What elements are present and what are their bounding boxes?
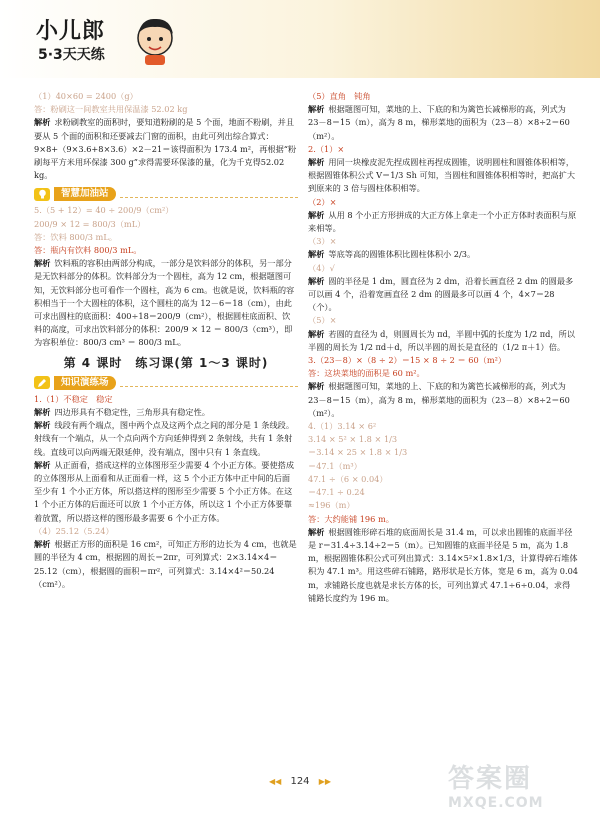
faint-line: （1）40×60 = 2400（g） xyxy=(34,91,138,101)
r-q4-line: ＝3.14 × 25 × 1.8 × 1/3 xyxy=(308,447,408,458)
q4-faint: （4）25.12（5.24） xyxy=(34,525,114,536)
pencil-icon xyxy=(34,376,50,389)
next-arrows-icon: ▶▶ xyxy=(318,777,332,786)
explanation-block: 解析 求粉刷教室的面积时，要知道粉刷的是 5 个面，地面不粉刷，并且要从 5 个面的面积和还要减去门窗的面积，由此可列出综合算式：9×8+（9×3.6+8×3.6）×2－21＝该得面积为 173.4 m²，再根据“粉刷每平方米用环保漆 300 g”求得需要环保漆的量，化为千克得52.02 kg。 xyxy=(34,117,297,181)
r-q4-line: ≈196（m） xyxy=(308,500,355,511)
r-angle-explanation: 解析 根据题图可知，菜地的上、下底的和为篱笆长减梯形的高，列式为 23－8＝15（m），高为 8 m，梯形菜地的面积为（23－8）×8÷2＝60（m²）。 xyxy=(308,104,570,141)
explanation-text: 根据正方形的面积是 16 cm²，可知正方形的边长为 4 cm，也就是圆的半径为 4 cm，根据圆的周长＝2πr，可列算式：2×3.14×4＝25.12（cm），根据圆的面积＝πr²，可列算式：3.14×4²＝50.24（cm²）。 xyxy=(34,539,297,589)
explanation-text: 饮料瓶的容积由两部分构成，一部分是饮料部分的体积，另一部分是无饮料部分的体积。饮料部分为一个圆柱，高为 12 cm，根据题图可知，无饮料部分也可看作一个圆柱，高为 6 cm。也就是说，饮料瓶的容积相当于一个大圆柱的体积，这个圆柱的高为 12－6＝18（cm），由此可求出圆柱的底面积：400÷18＝200/9（cm²），根据圆柱底面积、饮料的高度，可求出饮料部分的体积：200/9 × 12 ＝ 800/3（cm³），即为容积单位：800/3 cm³ ＝ 800/3 mL。 xyxy=(34,258,295,348)
q3-explanation: 解析 从正面看，搭成这样的立体图形至少需要 4 个小正方体。要使搭成的立体图形从上面看和从正面看一样，这 5 个小正方体中正中间的后面至少有 1 个小正方体，所以搭这样的图形至少需要 5 个小正方体。在这 1 个小正方体的后面还可以放 1 个小正方体，所以这 1 个小正方体要靠着放置，所以搭这样的图形最多需要 6 个小正方体。 xyxy=(34,459,295,523)
r-q4-explanation: 解析 根据圆锥形碎石堆的底面周长是 31.4 m，可以求出圆锥的底面半径是 r＝31.4÷3.14÷2＝5（m）。已知圆锥的底面半径是 5 m，高为 1.8 m，根据圆锥体积公式可列出算式：3.14×5²×1.8×1/3，计算得碎石堆体积为 47.1 m³。用这些碎石铺路，路形状是长方体，宽是 6 m，高为 0.04 m，求铺路长度也就是求长方体的长，可列出算式 47.1÷6÷0.04，求得铺路长度约为 196 m。 xyxy=(308,526,578,603)
explanation-text: 求粉刷教室的面积时，要知道粉刷的是 5 个面，地面不粉刷，并且要从 5 个面的面积和还要减去门窗的面积，由此可列出综合算式：9×8+（9×3.6+8×3.6）×2－21＝该得面积为 173.4 m²，再根据“粉刷每平方米用环保漆 300 g”求得需要环保漆的量，化为千克得52.02 kg。 xyxy=(34,117,297,181)
r-q2-explanation-2: 解析 从用 8 个小正方形拼成的大正方体上拿走一个小正方体时表面积与原来相等。 xyxy=(308,209,577,234)
q5-faint-answer: 答：饮料 800/3 mL。 xyxy=(34,231,117,242)
r-q3-explanation: 解析 根据题图可知，菜地的上、下底的和为篱笆长减梯形的高，列式为 23－8＝15（m），高为 8 m，梯形菜地的面积为（23－8）×8÷2＝60（m²）。 xyxy=(308,381,570,418)
r-q4-head: 4.（1）3.14 × 6² xyxy=(308,421,377,432)
section-header-wisdom xyxy=(34,187,298,201)
r-q2-explanation-4: 解析 圆的半径是 1 dm，圆直径为 2 dm，沿着长画直径 2 dm 的圆最多可以画 4 个，沿着宽画直径 2 dm 的圆最多可以画 4 个，4×7＝28（个）。 xyxy=(308,275,574,313)
brand-name: 小儿郎 xyxy=(36,19,106,44)
r-q2-head: 2.（1）× xyxy=(308,143,345,154)
r-q4-line: 3.14 × 5² × 1.8 × 1/3 xyxy=(308,434,398,445)
r-q2-item-4: （4）√ xyxy=(308,262,335,273)
r-q2-explanation-5: 解析 若圆的直径为 d，则圆周长为 πd，半圆中弧的长度为 1/2 πd，所以半圆的周长为 1/2 πd＋d，所以半圆的周长是直径的（1/2 π＋1）倍。 xyxy=(308,328,575,352)
explanation-text: 用同一块橡皮泥先捏成圆柱再捏成圆锥，说明圆柱和圆锥体积相等，根据圆锥体积公式 V＝1/3 Sh 可知，当圆柱和圆锥体积相等时，把高扩大到原来的 3 倍与圆柱体积相等。 xyxy=(308,157,576,194)
site-watermark xyxy=(448,758,588,810)
series-name: 5·3天天练 xyxy=(38,47,105,63)
watermark-text: 答案圈 xyxy=(448,764,533,794)
section-title: 智慧加油站 xyxy=(54,187,116,201)
section-header-practice xyxy=(34,376,298,390)
q5-calc2: 200/9 × 12 = 800/3（mL） xyxy=(34,218,146,229)
q4-explanation: 解析 根据正方形的面积是 16 cm²，可知正方形的边长为 4 cm，也就是圆的半径为 4 cm，根据圆的周长＝2πr，可列算式：2×3.14×4＝25.12（cm），根据圆的面积＝πr²，可列算式：3.14×4²＝50.24（cm²）。 xyxy=(34,539,297,589)
prev-arrows-icon: ◀◀ xyxy=(268,777,282,786)
explanation-text: 根据圆锥形碎石堆的底面周长是 31.4 m，可以求出圆锥的底面半径是 r＝31.4÷3.14÷2＝5（m）。已知圆锥的底面半径是 5 m，高为 1.8 m，根据圆锥体积公式可列出算式：3.14×5²×1.8×1/3，计算得碎石堆体积为 47.1 m³。用这些碎石铺路，路形状是长方体，宽是 6 m，高为 0.04 m，求铺路长度也就是求长方体的长，可列出算式 47.1÷6÷0.04，求得铺路长度约为 196 m。 xyxy=(308,526,578,603)
faint-answer: 答：粉刷这一间教室共用保温漆 52.02 kg xyxy=(34,104,188,115)
explanation-text: 若圆的直径为 d，则圆周长为 πd，半圆中弧的长度为 1/2 πd，所以半圆的周长为 1/2 πd＋d，所以半圆的周长是直径的（1/2 π＋1）倍。 xyxy=(308,328,575,352)
r-q2-item-3: （3）× xyxy=(308,236,337,247)
q1-answer: 1.（1）不稳定 稳定 xyxy=(34,393,113,404)
right-column xyxy=(308,90,578,605)
section-divider xyxy=(120,190,298,198)
watermark-url: MXQE.COM xyxy=(448,795,544,811)
q5-calc: 5.（5 + 12）= 40 ÷ 200/9（cm²） xyxy=(34,205,174,216)
mascot-boy-icon xyxy=(132,14,178,66)
explanation-text: 等底等高的圆锥体积比圆柱体积小 2/3。 xyxy=(328,249,476,260)
q2-explanation: 解析 线段有两个端点，图中两个点及这两个点之间的部分是 1 条线段。射线有一个端点，从一个点向两个方向延伸得到 2 条射线，共有 1 条射线。直线可以向两端无限延伸，没有端点，图中只有 1 条直线。 xyxy=(34,420,295,457)
q5-answer: 答：瓶内有饮料 800/3 mL。 xyxy=(34,245,142,256)
r-q2-item-5: （5）× xyxy=(308,315,337,326)
page-number: 124 xyxy=(290,776,310,787)
brand-logo xyxy=(36,14,186,70)
r-q2-item-2: （2）× xyxy=(308,196,337,207)
r-q3-calc: 3.（23－8）×（8 ÷ 2）＝15 × 8 ÷ 2 ＝ 60（m²） xyxy=(308,355,507,366)
q5-explanation: 解析 饮料瓶的容积由两部分构成，一部分是饮料部分的体积，另一部分是无饮料部分的体积。饮料部分为一个圆柱，高为 12 cm，根据题图可知，无饮料部分也可看作一个圆柱，高为 6 cm。也就是说，饮料瓶的容积相当于一个大圆柱的体积，这个圆柱的高为 12－6＝18（cm），由此可求出圆柱的底面积：400÷18＝200/9（cm²），根据圆柱底面积、饮料的高度，可求出饮料部分的体积：200/9 × 12 ＝ 800/3（cm³），即为容积单位：800/3 cm³ ＝ 800/3 mL。 xyxy=(34,258,295,348)
explanation-text: 线段有两个端点，图中两个点及这两个点之间的部分是 1 条线段。射线有一个端点，从一个点向两个方向延伸得到 2 条射线，共有 1 条射线。直线可以向两端无限延伸，没有端点，图中只有 1 条直线。 xyxy=(34,420,295,457)
explanation-text: 从正面看，搭成这样的立体图形至少需要 4 个小正方体。要使搭成的立体图形从上面看和从正面看一样，这 5 个小正方体中正中间的后面至少有 1 个小正方体，所以搭这样的图形至少需要 5 个小正方体。在这 1 个小正方体的后面还可以放 1 个小正方体，所以这 1 个小正方体要靠着放置，所以搭这样的图形最多需要 6 个小正方体。 xyxy=(34,459,295,523)
q1-explanation: 解析 四边形具有不稳定性，三角形具有稳定性。 xyxy=(34,407,210,418)
explanation-text: 根据题图可知，菜地的上、下底的和为篱笆长减梯形的高，列式为 23－8＝15（m），高为 8 m，梯形菜地的面积为（23－8）×8÷2＝60（m²）。 xyxy=(308,381,570,418)
left-column xyxy=(34,90,298,591)
explanation-text: 圆的半径是 1 dm，圆直径为 2 dm，沿着长画直径 2 dm 的圆最多可以画 4 个，沿着宽画直径 2 dm 的圆最多可以画 4 个，4×7＝28（个）。 xyxy=(308,275,574,313)
r-q4-line: 47.1 ÷（6 × 0.04） xyxy=(308,473,388,484)
r-q2-explanation-1: 解析 用同一块橡皮泥先捏成圆柱再捏成圆锥，说明圆柱和圆锥体积相等，根据圆锥体积公式 V＝1/3 Sh 可知，当圆柱和圆锥体积相等时，把高扩大到原来的 3 倍与圆柱体积相等。 xyxy=(308,157,576,194)
lesson-title: 第 4 课时 练习课(第 1～3 课时) xyxy=(63,355,269,370)
section-title: 知识演练场 xyxy=(54,376,116,390)
r-q4-line: ＝47.1（m³） xyxy=(308,460,362,471)
explanation-text: 根据题图可知，菜地的上、下底的和为篱笆长减梯形的高，列式为 23－8＝15（m），高为 8 m，梯形菜地的面积为（23－8）×8÷2＝60（m²）。 xyxy=(308,104,570,141)
r-q3-answer: 答：这块菜地的面积是 60 m²。 xyxy=(308,368,425,379)
r-q2-explanation-3: 解析 等底等高的圆锥体积比圆柱体积小 2/3。 xyxy=(308,249,476,260)
r-q4-answer: 答：大约能铺 196 m。 xyxy=(308,513,394,524)
explanation-text: 四边形具有不稳定性，三角形具有稳定性。 xyxy=(54,407,210,418)
bulb-icon xyxy=(34,188,50,201)
explanation-text: 从用 8 个小正方形拼成的大正方体上拿走一个小正方体时表面积与原来相等。 xyxy=(308,209,577,234)
r-angle-answer: （5）直角 钝角 xyxy=(308,91,371,101)
r-q4-line: ＝47.1 ÷ 0.24 xyxy=(308,487,365,498)
section-divider xyxy=(120,379,298,387)
